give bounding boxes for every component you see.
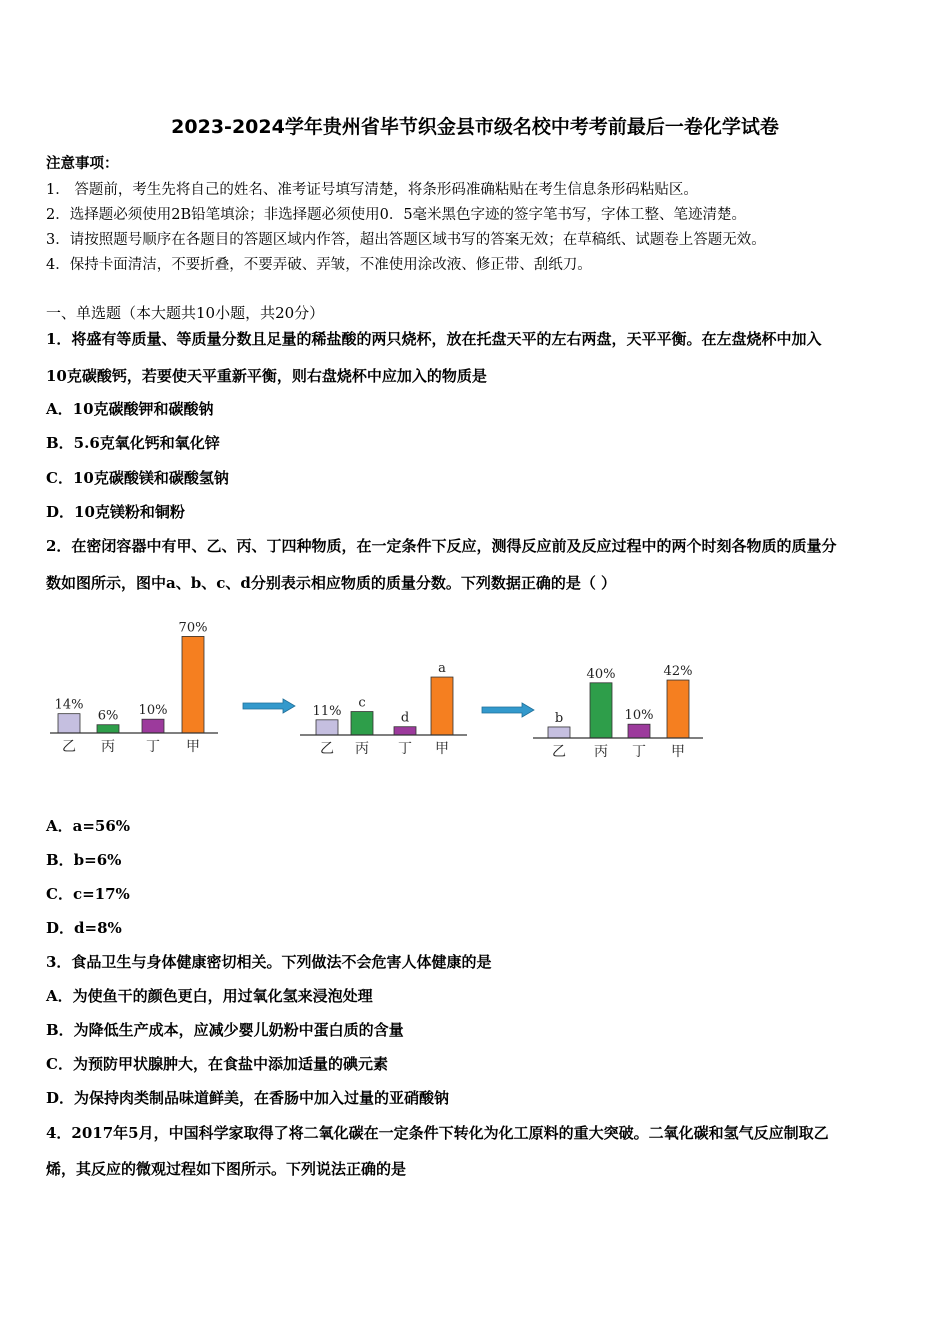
question-2-option-c: C．c=17% (46, 885, 130, 903)
bar-chart-1 (50, 620, 218, 755)
bar-label: 70% (178, 620, 208, 636)
notice-heading: 注意事项： (46, 155, 119, 172)
question-1-stem: 1．将盛有等质量、等质量分数且足量的稀盐酸的两只烧杯，放在托盘天平的左右两盘，天平平衡。在左盘烧杯中加入 (46, 330, 822, 348)
bar (316, 720, 338, 735)
question-1-option-b: B．5.6克氧化钙和氧化锌 (46, 434, 220, 452)
notice-item: 2．选择题必须使用2B铅笔填涂；非选择题必须使用0．5毫米黑色字迹的签字笔书写，字体工整、笔迹清楚。 (46, 207, 747, 223)
category-label: 乙 (552, 744, 566, 760)
page-title: 2023-2024学年贵州省毕节织金县市级名校中考考前最后一卷化学试卷 (171, 116, 779, 138)
category-label: 乙 (62, 739, 76, 755)
mass-fraction-charts (0, 600, 950, 770)
category-label: 丁 (398, 741, 412, 757)
bar-label: 6% (97, 708, 119, 724)
question-3-option-c: C．为预防甲状腺肿大，在食盐中添加适量的碘元素 (46, 1055, 388, 1073)
question-4-stem-cont: 烯，其反应的微观过程如下图所示。下列说法正确的是 (46, 1160, 407, 1178)
bar-label: a (438, 661, 446, 677)
bar (590, 683, 612, 738)
category-label: 甲 (671, 744, 685, 760)
bar (628, 724, 650, 738)
question-2-option-a: A．a=56% (46, 817, 131, 835)
notice-item: 3．请按照题号顺序在各题目的答题区域内作答，超出答题区域书写的答案无效；在草稿纸、试题卷上答题无效。 (46, 232, 766, 248)
question-2-option-d: D．d=8% (46, 919, 122, 937)
bar-label: 42% (663, 664, 693, 680)
bar (142, 719, 164, 733)
question-3-option-a: A．为使鱼干的颜色更白，用过氧化氢来浸泡处理 (46, 987, 373, 1005)
bar-label: d (400, 710, 410, 726)
category-label: 甲 (186, 739, 200, 755)
bar (351, 712, 373, 735)
bar (97, 725, 119, 733)
question-1-option-c: C．10克碳酸镁和碳酸氢钠 (46, 469, 229, 487)
right-arrow-icon (482, 703, 534, 717)
question-2-stem-cont: 数如图所示，图中a、b、c、d分别表示相应物质的质量分数。下列数据正确的是（ ） (46, 574, 617, 592)
bar-label: c (358, 695, 366, 711)
question-1-option-d: D．10克镁粉和铜粉 (46, 503, 185, 521)
bar-label: 10% (624, 708, 654, 724)
category-label: 丙 (594, 744, 608, 760)
bar-chart-3 (533, 664, 703, 760)
notice-item: 4．保持卡面清洁，不要折叠，不要弄破、弄皱，不准使用涂改液、修正带、刮纸刀。 (46, 257, 592, 273)
bar-label: b (554, 710, 564, 726)
bar-label: 40% (586, 666, 616, 682)
question-4-stem: 4．2017年5月，中国科学家取得了将二氧化碳在一定条件下转化为化工原料的重大突破。二氧化碳和氢气反应制取乙 (46, 1124, 829, 1142)
bar (58, 714, 80, 733)
bar (431, 677, 453, 735)
category-label: 丁 (146, 739, 160, 755)
question-1-stem-cont: 10克碳酸钙，若要使天平重新平衡，则右盘烧杯中应加入的物质是 (46, 367, 487, 385)
section-heading: 一、单选题（本大题共10小题，共20分） (46, 304, 325, 322)
bar-label: 14% (54, 697, 84, 713)
category-label: 乙 (320, 741, 334, 757)
bar-chart-2 (300, 661, 467, 757)
question-3-option-d: D．为保持肉类制品味道鲜美，在香肠中加入过量的亚硝酸钠 (46, 1089, 450, 1107)
bar-label: 10% (138, 703, 168, 719)
bar (548, 727, 570, 738)
bar-label: 11% (312, 703, 342, 719)
category-label: 丁 (632, 744, 646, 760)
right-arrow-icon (243, 699, 295, 713)
bar (182, 636, 204, 733)
category-label: 甲 (435, 741, 449, 757)
notice-item: 1． 答题前，考生先将自己的姓名、准考证号填写清楚，将条形码准确粘贴在考生信息条形码粘贴区。 (46, 182, 698, 198)
question-3-option-b: B．为降低生产成本，应减少婴儿奶粉中蛋白质的含量 (46, 1021, 404, 1039)
question-2-stem: 2．在密闭容器中有甲、乙、丙、丁四种物质，在一定条件下反应，测得反应前及反应过程中的两个时刻各物质的质量分 (46, 537, 837, 555)
question-2-option-b: B．b=6% (46, 851, 122, 869)
bar (667, 680, 689, 738)
question-3-stem: 3．食品卫生与身体健康密切相关。下列做法不会危害人体健康的是 (46, 953, 492, 971)
bar (394, 727, 416, 735)
question-1-option-a: A．10克碳酸钾和碳酸钠 (46, 400, 214, 418)
category-label: 丙 (101, 739, 115, 755)
category-label: 丙 (355, 741, 369, 757)
